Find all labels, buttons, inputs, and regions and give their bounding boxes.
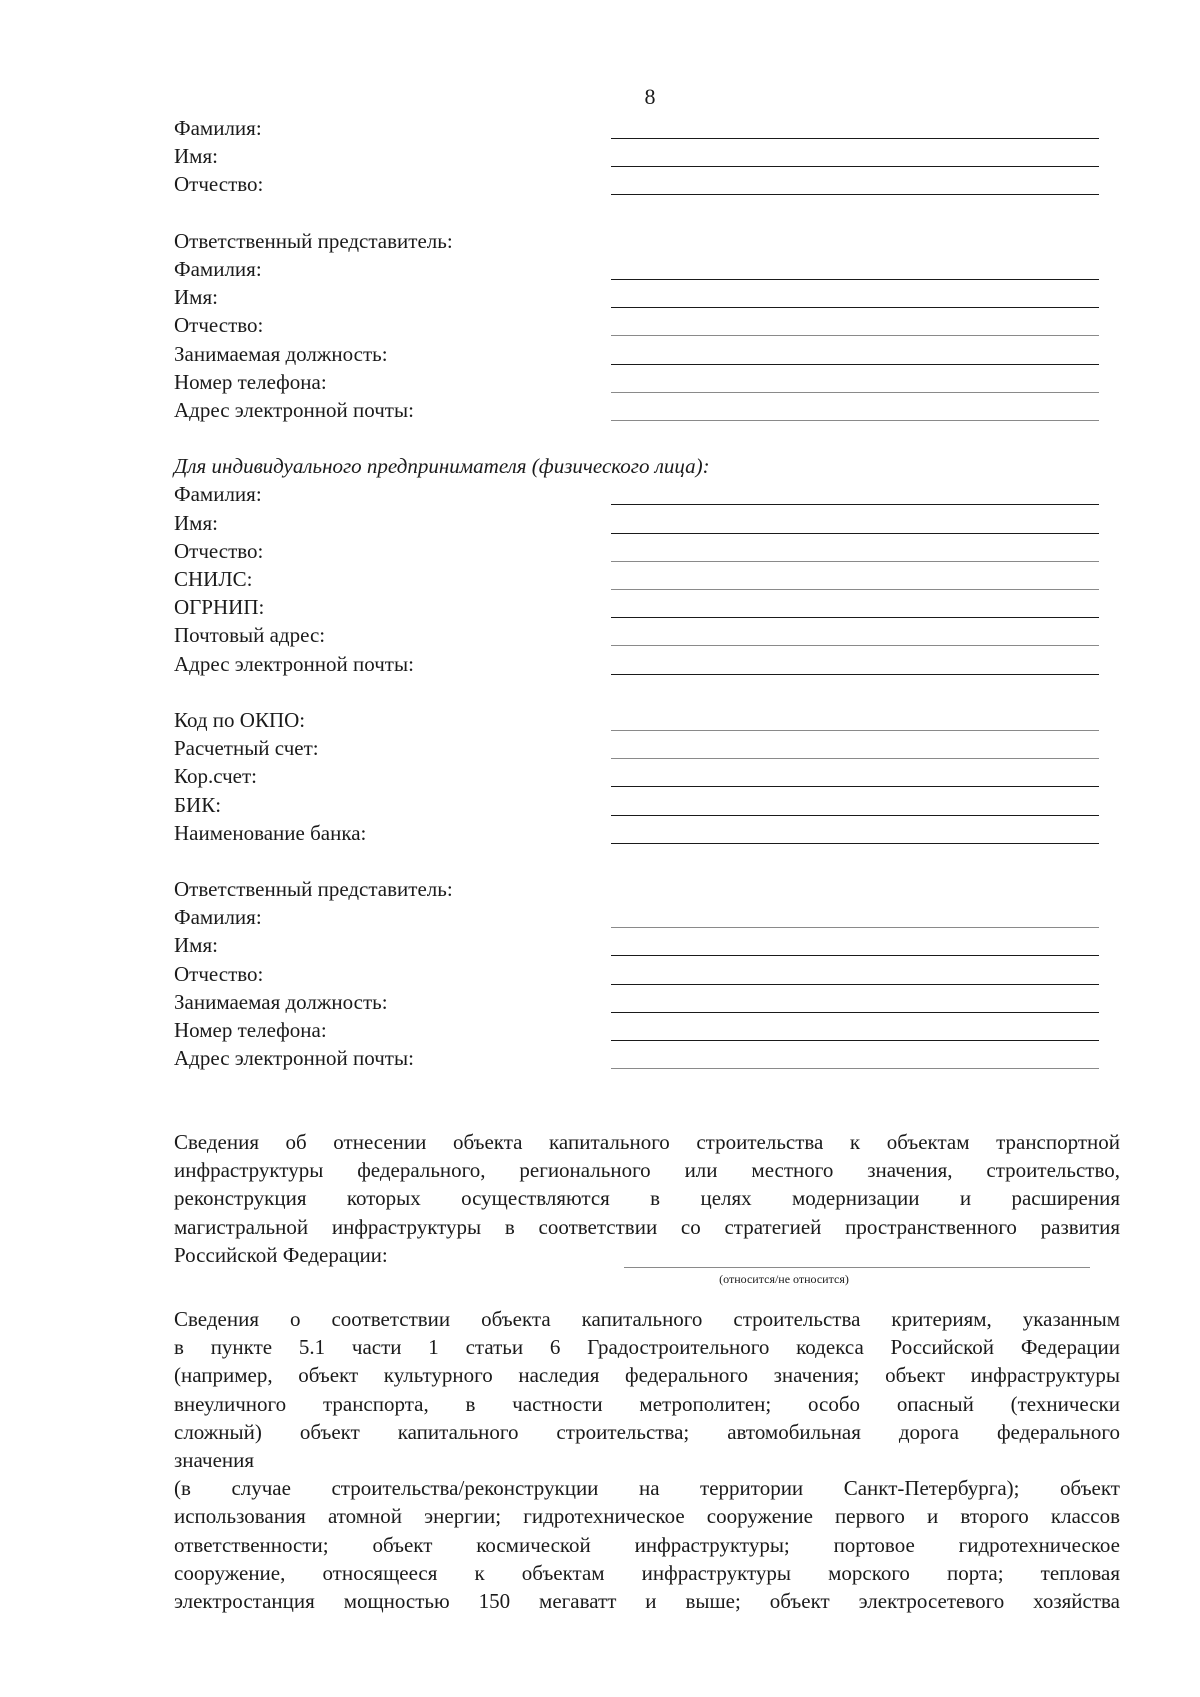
input-line[interactable]: [611, 364, 1099, 365]
field-label: Фамилия:: [174, 905, 262, 930]
field-label: Имя:: [174, 510, 218, 535]
input-line[interactable]: [611, 561, 1099, 562]
field-label: Номер телефона:: [174, 369, 327, 394]
input-line[interactable]: [611, 504, 1099, 505]
paragraph-line: значения: [174, 1448, 255, 1473]
answer-hint: (относится/не относится): [719, 1272, 849, 1286]
form-row: [174, 621, 1104, 649]
field-label: Фамилия:: [174, 256, 262, 281]
form-row: [174, 734, 1104, 762]
paragraph-line: сооружение, относящееся к объектам инфраструктуры морского порта; тепловая: [174, 1560, 1120, 1585]
field-label: Фамилия:: [174, 482, 262, 507]
form-row: [174, 283, 1104, 311]
input-line[interactable]: [611, 955, 1099, 956]
input-line[interactable]: [611, 674, 1099, 675]
paragraph-line: Сведения об отнесении объекта капитального строительства к объектам транспортной: [174, 1130, 1120, 1154]
input-line[interactable]: [611, 815, 1099, 816]
input-line[interactable]: [611, 843, 1099, 844]
form-row: [174, 931, 1104, 959]
input-line[interactable]: [611, 1040, 1099, 1041]
form-row: [174, 565, 1104, 593]
input-line[interactable]: [611, 138, 1099, 139]
field-label: Адрес электронной почты:: [174, 1046, 414, 1071]
input-line[interactable]: [611, 166, 1099, 167]
input-line[interactable]: [611, 533, 1099, 534]
input-line[interactable]: [611, 1068, 1099, 1069]
transport-info-paragraph: [174, 1128, 1120, 1269]
field-label: Отчество:: [174, 313, 264, 338]
input-line[interactable]: [611, 617, 1099, 618]
input-line[interactable]: [611, 307, 1099, 308]
section-heading: Ответственный представитель:: [174, 877, 453, 902]
form-row: [174, 509, 1104, 537]
input-line[interactable]: [611, 420, 1099, 421]
form-row: [174, 142, 1104, 170]
input-line[interactable]: [611, 589, 1099, 590]
field-label: Адрес электронной почты:: [174, 651, 414, 676]
form-row: [174, 791, 1104, 819]
field-label: Имя:: [174, 285, 218, 310]
form-row: [174, 368, 1104, 396]
form-row: [174, 1044, 1104, 1072]
form-row: [174, 114, 1104, 142]
page-number: 8: [644, 84, 656, 109]
section-heading-row: [174, 452, 1104, 480]
field-label: Фамилия:: [174, 116, 262, 140]
paragraph-line: (например, объект культурного наследия федерального значения; объект инфраструктуры: [174, 1363, 1120, 1388]
form-row: [174, 650, 1104, 678]
field-label: ОГРНИП:: [174, 595, 265, 620]
paragraph-line: использования атомной энергии; гидротехническое сооружение первого и второго классов: [174, 1504, 1120, 1529]
form-row: [174, 960, 1104, 988]
input-line[interactable]: [611, 392, 1099, 393]
input-line[interactable]: [611, 1012, 1099, 1013]
field-label: Отчество:: [174, 961, 264, 986]
form-row: [174, 311, 1104, 339]
section-heading-row: [174, 227, 1104, 255]
form-row: [174, 593, 1104, 621]
input-line[interactable]: [611, 279, 1099, 280]
form-row: [174, 819, 1104, 847]
field-label: Код по ОКПО:: [174, 707, 306, 732]
input-line[interactable]: [611, 645, 1099, 646]
section-heading: Ответственный представитель:: [174, 228, 453, 253]
field-label: Отчество:: [174, 172, 264, 197]
field-label: Адрес электронной почты:: [174, 397, 414, 422]
form-row: [174, 537, 1104, 565]
field-label: Почтовый адрес:: [174, 623, 326, 648]
field-label: Расчетный счет:: [174, 736, 319, 761]
input-line[interactable]: [611, 335, 1099, 336]
paragraph-line: Сведения о соответствии объекта капитального строительства критериям, указанным: [174, 1307, 1120, 1331]
form-row: [174, 706, 1104, 734]
input-line[interactable]: [611, 730, 1099, 731]
form-row: [174, 340, 1104, 368]
field-label: Имя:: [174, 144, 218, 169]
field-label: СНИЛС:: [174, 567, 253, 591]
paragraph-line: (в случае строительства/реконструкции на территории Санкт-Петербурга); объект: [174, 1476, 1120, 1501]
paragraph-line: сложный) объект капитального строительства; автомобильная дорога федерального: [174, 1419, 1120, 1444]
form-row: [174, 480, 1104, 508]
section-heading-row: [174, 875, 1104, 903]
paragraph-line: Российской Федерации:: [174, 1242, 388, 1267]
form-fields: [174, 114, 1104, 1072]
paragraph-line: внеуличного транспорта, в частности метрополитен; особо опасный (технически: [174, 1391, 1120, 1416]
answer-input-line[interactable]: [624, 1267, 1090, 1268]
field-label: Отчество:: [174, 538, 264, 563]
form-row: [174, 255, 1104, 283]
paragraph-line: инфраструктуры федерального, регионального или местного значения, строительство,: [174, 1158, 1120, 1183]
input-line[interactable]: [611, 927, 1099, 928]
field-label: Номер телефона:: [174, 1018, 327, 1042]
field-label: Кор.счет:: [174, 764, 258, 789]
input-line[interactable]: [611, 786, 1099, 787]
field-label: Наименование банка:: [174, 820, 367, 845]
paragraph-line: реконструкция которых осуществляются в целях модернизации и расширения: [174, 1186, 1120, 1211]
criteria-info-paragraph: [174, 1305, 1120, 1615]
section-heading: Для индивидуального предпринимателя (физического лица):: [174, 454, 710, 479]
form-row: [174, 988, 1104, 1016]
field-label: Имя:: [174, 933, 218, 958]
paragraph-line: магистральной инфраструктуры в соответствии со стратегией пространственного развития: [174, 1214, 1120, 1239]
field-label: Занимаемая должность:: [174, 989, 388, 1014]
paragraph-line: ответственности; объект космической инфраструктуры; портовое гидротехническое: [174, 1532, 1120, 1557]
form-row: [174, 396, 1104, 424]
paragraph-line: электростанция мощностью 150 мегаватт и выше; объект электросетевого хозяйства: [174, 1589, 1120, 1614]
form-row: [174, 903, 1104, 931]
field-label: БИК:: [174, 792, 222, 817]
form-row: [174, 170, 1104, 198]
form-row: [174, 762, 1104, 790]
input-line[interactable]: [611, 984, 1099, 985]
field-label: Занимаемая должность:: [174, 341, 388, 366]
input-line[interactable]: [611, 758, 1099, 759]
paragraph-line: в пункте 5.1 части 1 статьи 6 Градостроительного кодекса Российской Федерации: [174, 1335, 1120, 1360]
input-line[interactable]: [611, 194, 1099, 195]
form-row: [174, 1016, 1104, 1044]
